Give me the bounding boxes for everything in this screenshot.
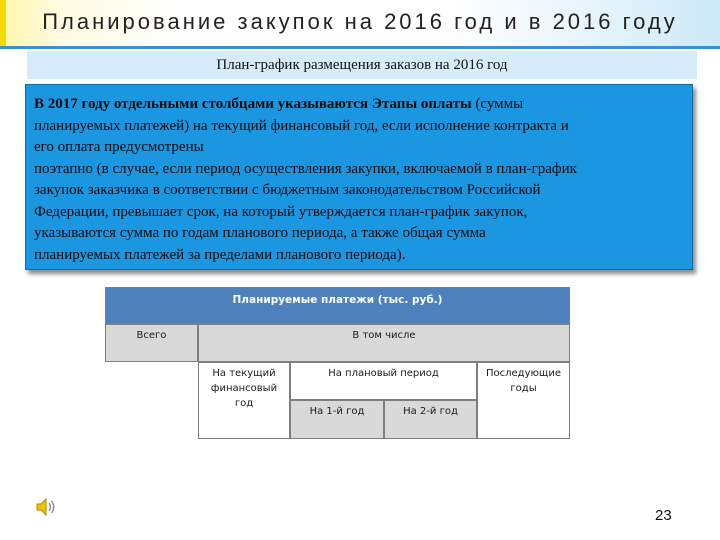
table-total-cell: Всего <box>105 324 198 362</box>
payments-table <box>105 287 570 439</box>
info-box <box>25 84 693 270</box>
table-subsequent-years-cell: Последующие годы <box>477 362 570 439</box>
table-planned-period-cell: На плановый период <box>290 362 477 400</box>
title-bar <box>0 0 720 49</box>
table-including-cell: В том числе <box>198 324 570 362</box>
page-number: 23 <box>655 507 672 524</box>
speaker-icon[interactable] <box>35 497 57 517</box>
slide-title: Планирование закупок на 2016 год и в 2016 году <box>42 9 678 34</box>
info-line-6: Федерации, превышает срок, на который утверждается план-график закупок, <box>34 203 528 220</box>
info-line-8: планируемых платежей за пределами планового периода). <box>34 246 406 263</box>
slide-subtitle: План-график размещения заказов на 2016 год <box>27 51 697 79</box>
info-line-5: закупок заказчика в соответствии с бюджетным законодательством Российской <box>34 182 541 198</box>
info-line-3: его оплата предусмотрены <box>34 139 204 155</box>
info-line-7: указываются сумма по годам планового периода, а также общая сумма <box>34 225 486 241</box>
info-bold-text: В 2017 году отдельными столбцами указываются Этапы оплаты <box>34 96 472 112</box>
table-first-year-cell: На 1-й год <box>290 400 384 439</box>
table-second-year-cell: На 2-й год <box>384 400 477 439</box>
table-current-year-cell: На текущий финансовый год <box>198 362 290 439</box>
table-header: Планируемые платежи (тыс. руб.) <box>105 287 570 324</box>
info-line-1-rest: (суммы <box>471 96 524 112</box>
info-line-4: поэтапно (в случае, если период осуществления закупки, включаемой в план-график <box>34 160 577 177</box>
info-line-1 <box>34 94 684 116</box>
info-line-2: планируемых платежей) на текущий финансовый год, если исполнение контракта и <box>34 117 569 134</box>
